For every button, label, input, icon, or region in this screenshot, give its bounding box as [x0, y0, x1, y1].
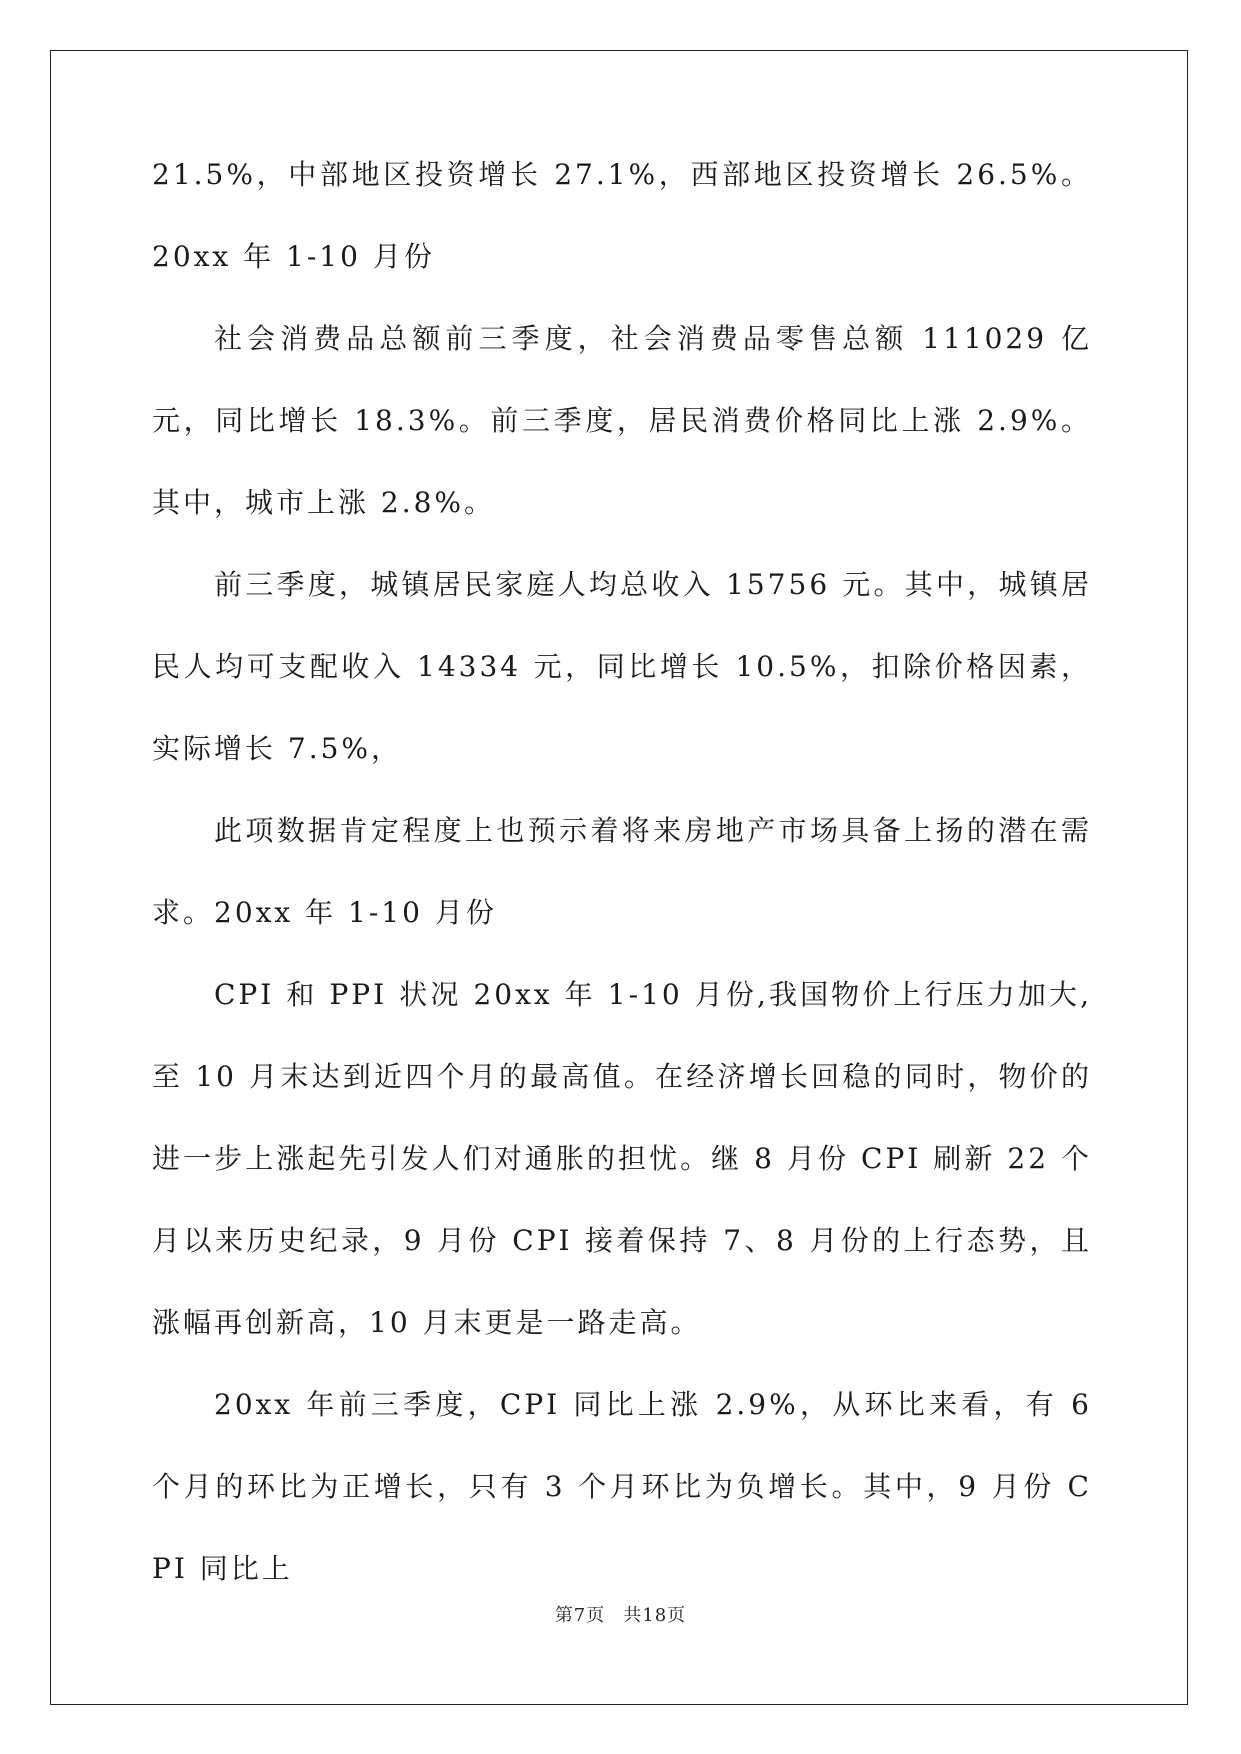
page-footer [0, 1601, 1241, 1627]
paragraph-6: 20xx 年前三季度，CPI 同比上涨 2.9%，从环比来看，有 6 个月的环比为正增长，只有 3 个月环比为负增长。其中，9 月份 CPI 同比上 [152, 1388, 1092, 1585]
paragraph-2: 社会消费品总额前三季度，社会消费品零售总额 111029 亿元，同比增长 18.3%。前三季度，居民消费价格同比上涨 2.9%。其中，城市上涨 2.8%。 [152, 322, 1092, 519]
paragraph-1: 21.5%，中部地区投资增长 27.1%，西部地区投资增长 26.5%。20xx 年 1-10 月份 [152, 158, 1092, 273]
paragraph-4: 此项数据肯定程度上也预示着将来房地产市场具备上扬的潜在需求。20xx 年 1-10 月份 [152, 814, 1092, 929]
paragraph-5: CPI 和 PPI 状况 20xx 年 1-10 月份,我国物价上行压力加大,至 10 月末达到近四个月的最高值。在经济增长回稳的同时，物价的进一步上涨起先引发人们对通胀的担忧。继 8 月份 CPI 刷新 22 个月以来历史纪录，9 月份 CPI 接着保持 7、8 月份的上行态势，且涨幅再创新高，10 月末更是一路走高。 [152, 978, 1092, 1339]
document-body [152, 160, 1092, 1610]
page-number: 第7页 [554, 1605, 606, 1626]
paragraph-3: 前三季度，城镇居民家庭人均总收入 15756 元。其中，城镇居民人均可支配收入 14334 元，同比增长 10.5%，扣除价格因素，实际增长 7.5%， [152, 568, 1092, 765]
page-total: 共18页 [623, 1605, 687, 1626]
